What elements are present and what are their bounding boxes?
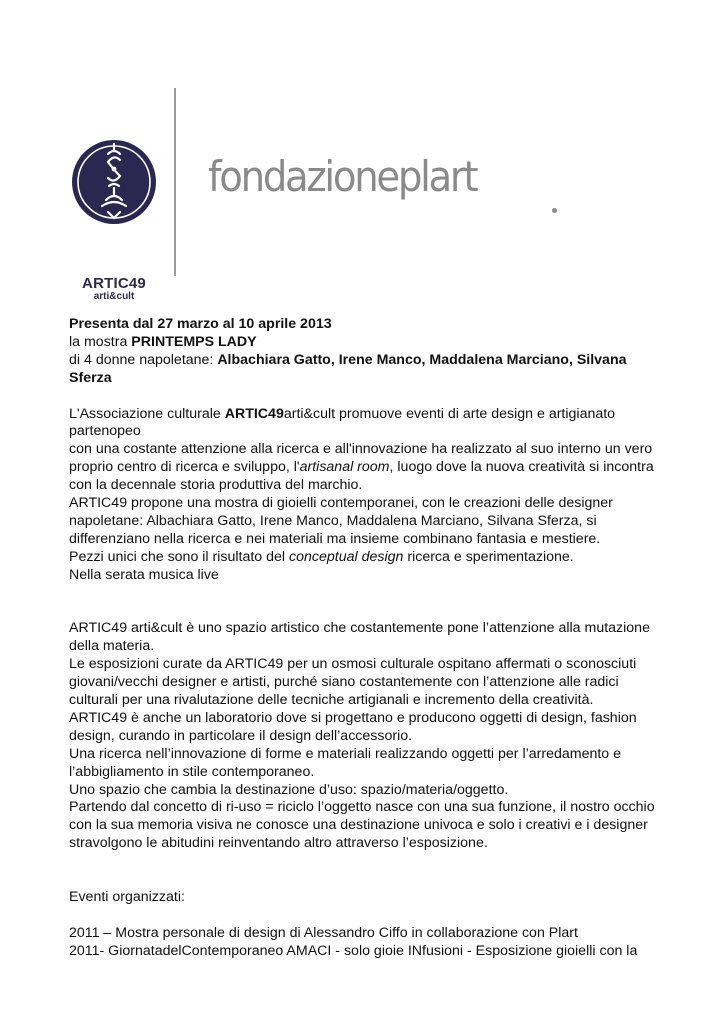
- intro-date: Presenta dal 27 marzo al 10 aprile 2013: [69, 316, 332, 332]
- para2-reuse: Partendo dal concetto di ri-uso = riciclo l’oggetto nasce con una sua funzione, il nostro occhio con la sua memoria visiva ne conosce una destinazione univoca e solo i creativi e i designer stravolgono le abitudini reinventando altro attraverso l’esposizione.: [69, 799, 655, 852]
- artic49-emblem-icon: [68, 124, 160, 244]
- fondazione-plart-logo: fondazioneplart: [208, 152, 477, 201]
- artic49-logo: [68, 124, 160, 302]
- para1-research: con una costante attenzione alla ricerca e all'innovazione ha realizzato al suo interno un vero proprio centro di ricerca e sviluppo, l'artisanal room, luogo dove la nuova creatività si incontra con la decennale storia produttiva del marchio.: [69, 441, 654, 494]
- event-item: 2011 – Mostra personale di design di Alessandro Ciffo in collaborazione con Plart: [69, 924, 578, 941]
- para2-research: Una ricerca nell’innovazione di forme e materiali realizzando oggetti per l’arredamento e l’abbigliamento in stile contemporaneo.: [69, 745, 622, 780]
- intro-designers: di 4 donne napoletane: Albachiara Gatto, Irene Manco, Maddalena Marciano, Silvana Sferza: [69, 351, 627, 386]
- artic49-logo-name: ARTIC49: [82, 275, 146, 292]
- para2-space: ARTIC49 arti&cult è uno spazio artistico che costantemente pone l’attenzione alla mutazione della materia.: [69, 620, 650, 655]
- fondazione-logo-dot: [552, 208, 557, 213]
- event-item: 2011- GiornatadelContemporaneo AMACI - solo gioie INfusioni - Esposizione gioielli con la: [69, 942, 638, 959]
- para1-intro: L'Associazione culturale ARTIC49arti&cult promuove eventi di arte design e artigianato partenopeo: [69, 405, 616, 440]
- header-divider: [174, 88, 176, 276]
- para1-pieces: Pezzi unici che sono il risultato del conceptual design ricerca e sperimentazione.: [69, 548, 574, 565]
- document-body: [69, 316, 659, 961]
- letterhead: [68, 88, 668, 302]
- para2-lab: ARTIC49 è anche un laboratorio dove si progettano e producono oggetti di design, fashion design, curando in particolare il design dell’accessorio.: [69, 709, 637, 744]
- para1-exhibition: ARTIC49 propone una mostra di gioielli contemporanei, con le creazioni delle designer napoletane: Albachiara Gatto, Irene Manco, Maddalena Marciano, Silvana Sferza, si differenziano nella ricerca e nei materiali ma insieme combinano fantasia e mestiere.: [69, 495, 613, 547]
- artic49-logo-sub: arti&cult: [93, 291, 135, 302]
- events-heading: Eventi organizzati:: [69, 888, 185, 905]
- para2-exhibitions: Le esposizioni curate da ARTIC49 per un osmosi culturale ospitano affermati o sconosciuti giovani/vecchi designer e artisti, purché siano costantemente con l’attenzione alle radici culturali per una rivalutazione delle tecniche artigianali e incremento della creatività.: [69, 656, 637, 708]
- para2-destination: Uno spazio che cambia la destinazione d’uso: spazio/materia/oggetto.: [69, 781, 509, 798]
- para1-music: Nella serata musica live: [69, 566, 219, 583]
- intro-exhibition: la mostra PRINTEMPS LADY: [69, 333, 257, 350]
